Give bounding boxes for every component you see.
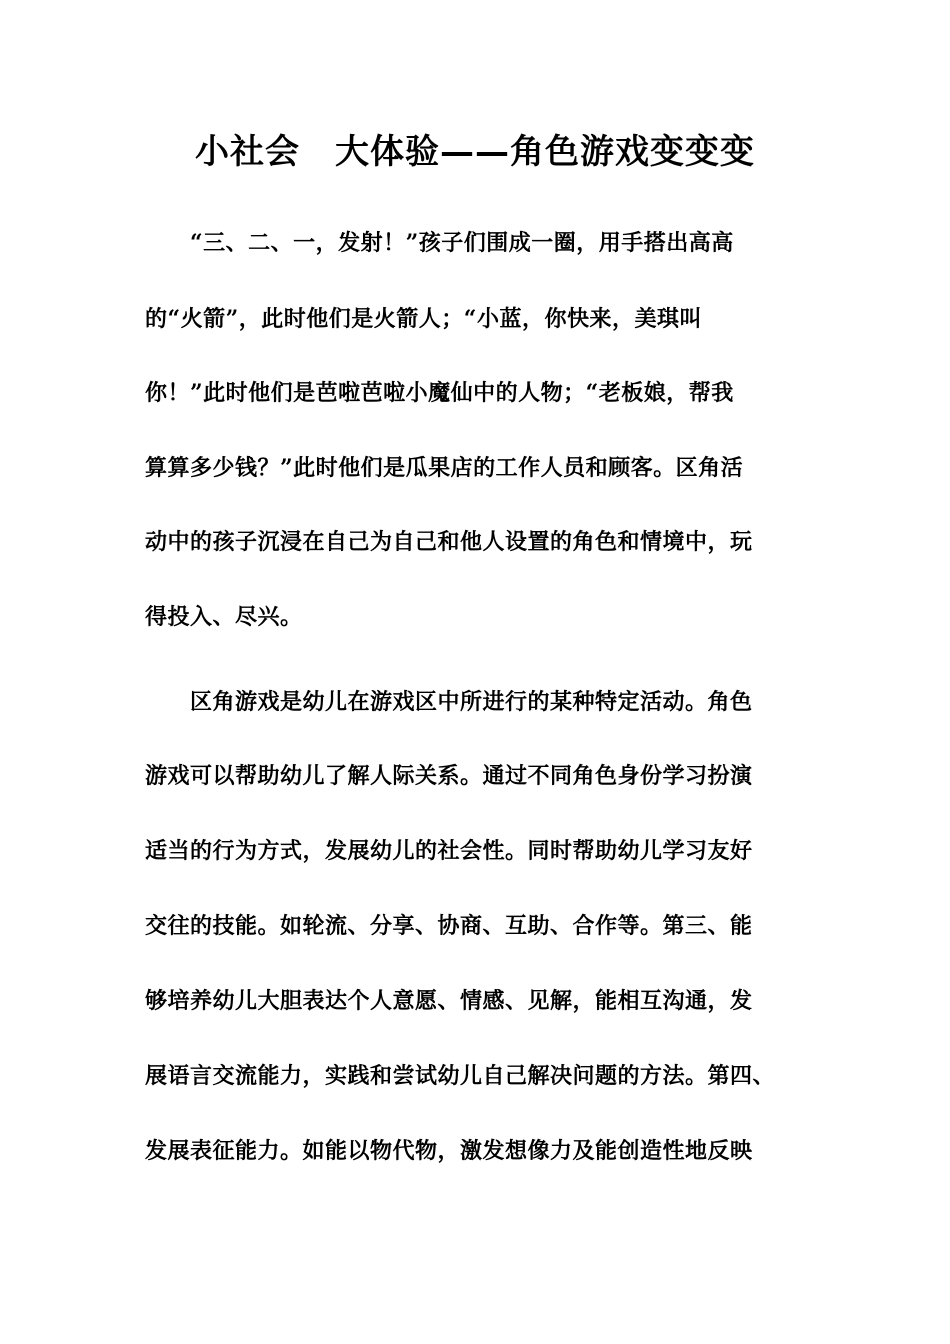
- paragraph-line: 动中的孩子沉浸在自己为自己和他人设置的角色和情境中，玩: [145, 529, 753, 555]
- paragraph-line: 得投入、尽兴。: [145, 604, 303, 630]
- paragraph-line: 游戏可以帮助幼儿了解人际关系。通过不同角色身份学习扮演: [145, 763, 753, 789]
- paragraph-line: 区角游戏是幼儿在游戏区中所进行的某种特定活动。角色: [145, 689, 753, 715]
- paragraph-line: 交往的技能。如轮流、分享、协商、互助、合作等。第三、能: [145, 913, 753, 939]
- paragraph-line: 适当的行为方式，发展幼儿的社会性。同时帮助幼儿学习友好: [145, 838, 753, 864]
- paragraph-line: 的“火箭”，此时他们是火箭人；“小蓝，你快来，美琪叫: [145, 306, 702, 332]
- document-title: 小社会 大体验——角色游戏变变变: [195, 132, 755, 172]
- paragraph-line: 展语言交流能力，实践和尝试幼儿自己解决问题的方法。第四、: [145, 1063, 776, 1089]
- paragraph-line: 算算多少钱？”此时他们是瓜果店的工作人员和顾客。区角活: [145, 455, 744, 481]
- paragraph-line: “三、二、一，发射！”孩子们围成一圈，用手搭出高高: [145, 230, 734, 256]
- paragraph-line: 发展表征能力。如能以物代物，激发想像力及能创造性地反映: [145, 1138, 753, 1164]
- paragraph-line: 你！”此时他们是芭啦芭啦小魔仙中的人物；“老板娘，帮我: [145, 380, 734, 406]
- paragraph-line: 够培养幼儿大胆表达个人意愿、情感、见解，能相互沟通，发: [145, 988, 753, 1014]
